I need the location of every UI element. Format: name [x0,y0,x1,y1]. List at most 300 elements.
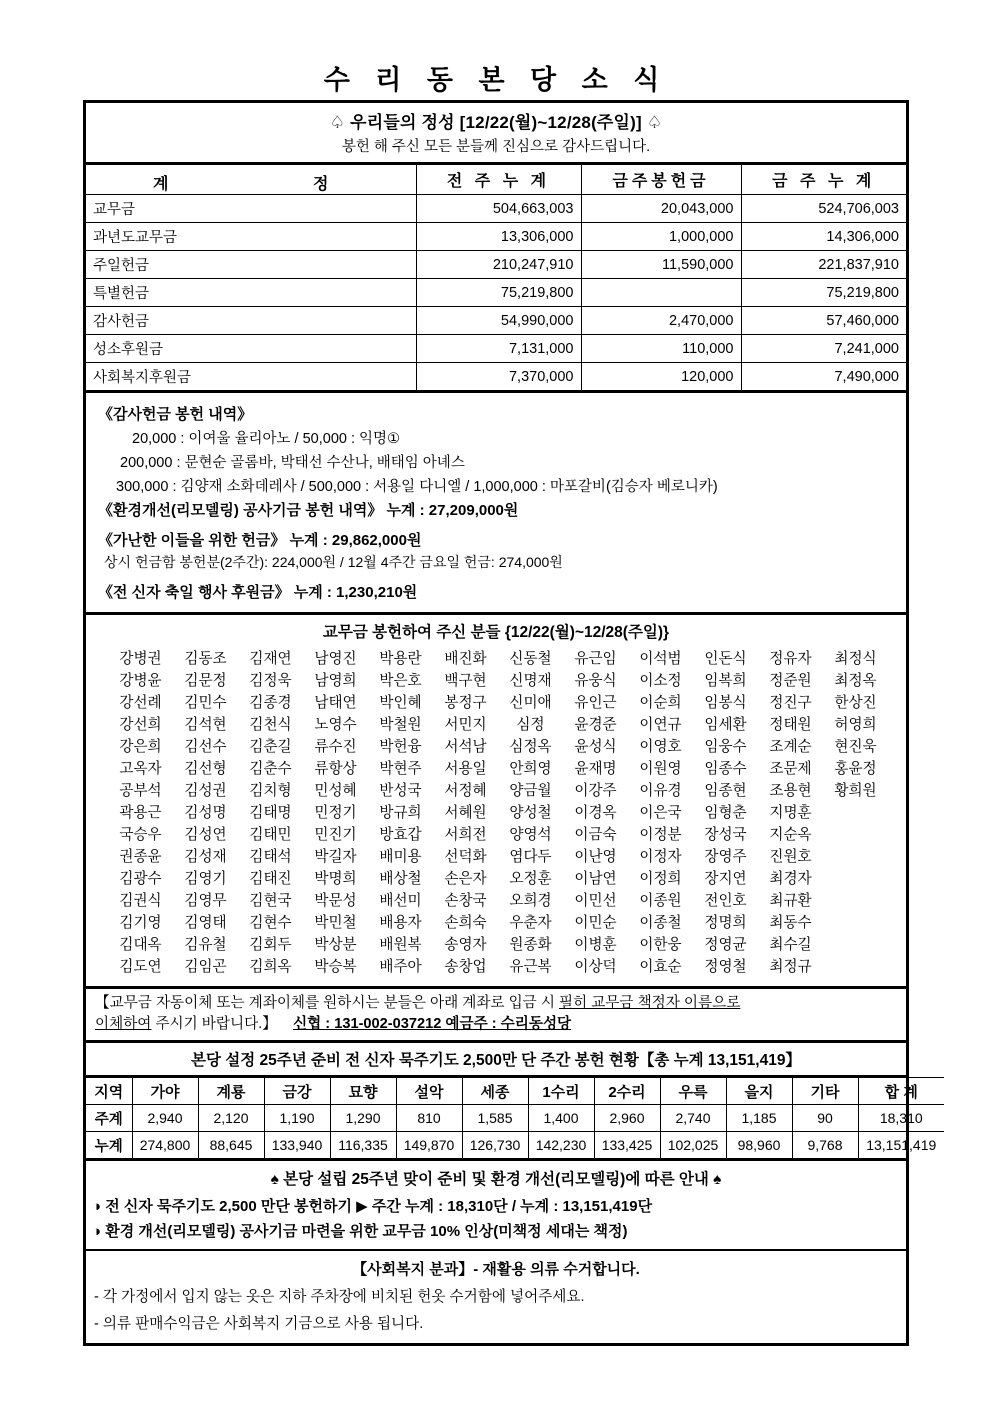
donor-name: 김종경 [249,695,292,711]
thanks-offering-heading: 《감사헌금 봉헌 내역》 [98,406,253,423]
donor-name: 임형춘 [704,805,747,821]
row-label: 주일헌금 [86,251,416,279]
row-label: 특별헌금 [86,279,416,307]
donor-names-heading: 교무금 봉헌하여 주신 분들 {12/22(월)~12/28(주일)} [322,624,670,641]
donor-name: 서희전 [444,827,487,843]
offering-title-band [86,103,906,162]
stats-column-header: 1수리 [528,1078,594,1105]
donor-name: 류항상 [314,761,357,777]
donor-name: 박상분 [314,937,357,953]
table-row [86,223,906,251]
donor-name: 윤재명 [574,761,617,777]
donor-name: 김춘길 [249,739,292,755]
donor-name: 유웅식 [574,673,617,689]
donor-name: 황희원 [834,783,877,799]
donor-name: 강병권 [119,651,162,667]
donor-name: 이정분 [639,827,682,843]
donor-names-section [86,615,906,989]
donor-name: 정유자 [769,651,812,667]
donor-name: 정준원 [769,673,812,689]
cell-total: 7,241,000 [741,335,906,363]
stats-total-cell: 98,960 [726,1132,792,1159]
stats-total-cell: 116,335 [330,1132,396,1159]
donor-name: 안희영 [509,761,552,777]
donor-name: 김재연 [249,651,292,667]
donor-name: 최동수 [769,915,812,931]
donor-name: 심정 [516,717,545,733]
donor-name: 서용일 [444,761,487,777]
donor-name: 노영수 [314,717,357,733]
stats-total-cell: 142,230 [528,1132,594,1159]
donor-name: 류수진 [314,739,357,755]
donor-name: 정영철 [704,959,747,975]
donor-name-empty [823,825,888,846]
donor-name: 조문제 [769,761,812,777]
donor-name: 김영무 [184,893,227,909]
welfare-line: - 의류 판매수익금은 사회복지 기금으로 사용 됩니다. [94,1316,424,1332]
stats-column-header: 가야 [132,1078,198,1105]
donor-name: 심정옥 [509,739,552,755]
donor-name-empty [823,869,888,890]
donor-name: 송영자 [444,937,487,953]
column-header-prev-total: 전 주 누 계 [416,165,581,195]
donor-name: 한상진 [834,695,877,711]
donor-name: 이난영 [574,849,617,865]
stats-week-cell: 2,960 [594,1105,660,1132]
donor-name: 봉정구 [444,695,487,711]
stats-column-header: 지역 [86,1078,132,1105]
donor-name: 조계순 [769,739,812,755]
poor-offering-heading: 《가난한 이들을 위한 헌금》 누계 : 29,862,000원 [98,532,422,549]
donor-name: 선덕화 [444,849,487,865]
donor-name: 이종철 [639,915,682,931]
donor-name: 방효갑 [379,827,422,843]
stats-week-label: 주계 [86,1105,132,1132]
cell-week: 11,590,000 [581,251,741,279]
bullet-moon-icon: ◑ [92,1198,102,1215]
donor-name: 임봉식 [704,695,747,711]
donor-name: 장성국 [704,827,747,843]
donor-name: 박헌융 [379,739,422,755]
donor-name: 양영석 [509,827,552,843]
stats-week-row [86,1105,944,1132]
notice-line [86,1193,906,1218]
donor-name: 정명희 [704,915,747,931]
stats-week-cell: 1,400 [528,1105,594,1132]
stats-total-cell: 102,025 [660,1132,726,1159]
donor-name: 진원호 [769,849,812,865]
donor-name: 최정규 [769,959,812,975]
donor-name: 배선미 [379,893,422,909]
donor-name: 이민순 [574,915,617,931]
donor-name: 최정식 [834,651,877,667]
donor-name: 박인혜 [379,695,422,711]
anniversary-notice-title: ♠ 본당 설립 25주년 맞이 준비 및 환경 개선(리모델링)에 따른 안내 ♠ [270,1171,722,1188]
donor-name: 이소정 [639,673,682,689]
stats-week-cell: 1,185 [726,1105,792,1132]
donor-name: 배주아 [379,959,422,975]
donor-name: 이효순 [639,959,682,975]
stats-column-header: 계룡 [198,1078,264,1105]
donor-name: 김유철 [184,937,227,953]
donor-name: 홍윤정 [834,761,877,777]
feast-fund-heading: 《전 신자 축일 행사 후원금》 누계 : 1,230,210원 [98,584,418,601]
donor-name: 이정자 [639,849,682,865]
page-title: 수 리 동 본 당 소 식 [323,65,669,95]
donor-name: 배진화 [444,651,487,667]
donor-name: 김석현 [184,717,227,733]
donor-name: 임세환 [704,717,747,733]
donor-name: 유인근 [574,695,617,711]
donor-name: 강선희 [119,717,162,733]
donor-name: 서석남 [444,739,487,755]
donor-name: 박현주 [379,761,422,777]
donor-name: 김민수 [184,695,227,711]
table-row [86,251,906,279]
cell-prev: 75,219,800 [416,279,581,307]
donor-name: 현진욱 [834,739,877,755]
donor-name: 최규환 [769,893,812,909]
donor-name-empty [823,891,888,912]
donor-name: 김춘수 [249,761,292,777]
donor-name: 임복희 [704,673,747,689]
row-label: 과년도교무금 [86,223,416,251]
donor-name-empty [823,935,888,956]
account-notice-section [86,989,906,1043]
stats-total-label: 누계 [86,1132,132,1159]
donor-name: 이종원 [639,893,682,909]
donor-name: 김도연 [119,959,162,975]
donor-name: 김광수 [119,871,162,887]
stats-column-header: 세종 [462,1078,528,1105]
donor-name: 신명재 [509,673,552,689]
notice-line [86,1218,906,1243]
column-header-jeong: 정 [313,175,329,193]
donor-name: 이강주 [574,783,617,799]
donor-name: 정진구 [769,695,812,711]
cell-week [581,279,741,307]
table-row [86,335,906,363]
donor-name: 민정기 [314,805,357,821]
donor-name: 허영희 [834,717,877,733]
donor-name: 김정욱 [249,673,292,689]
donor-name: 김임곤 [184,959,227,975]
donor-name: 김영태 [184,915,227,931]
donor-name: 박길자 [314,849,357,865]
donor-name: 김현수 [249,915,292,931]
stats-column-header: 2수리 [594,1078,660,1105]
donor-name: 강은희 [119,739,162,755]
offering-table-body [86,195,906,391]
donor-name: 윤경준 [574,717,617,733]
donor-name: 서정혜 [444,783,487,799]
table-row [86,279,906,307]
cell-prev: 13,306,000 [416,223,581,251]
donor-name: 김동조 [184,651,227,667]
stats-week-cell: 18,310 [858,1105,944,1132]
donor-name: 김태명 [249,805,292,821]
stats-column-header: 기타 [792,1078,858,1105]
remodel-fund-heading: 《환경개선(리모델링) 공사기금 봉헌 내역》 누계 : 27,209,000원 [98,502,519,519]
donor-name: 이원영 [639,761,682,777]
cell-total: 7,490,000 [741,363,906,391]
stats-total-cell: 126,730 [462,1132,528,1159]
donor-name: 김성명 [184,805,227,821]
donor-name: 이유경 [639,783,682,799]
cell-week: 20,043,000 [581,195,741,223]
donor-name: 오희경 [509,893,552,909]
donor-name: 남영희 [314,673,357,689]
donor-name: 양금월 [509,783,552,799]
donor-name: 윤성식 [574,739,617,755]
donor-name: 김선수 [184,739,227,755]
donor-name: 김대옥 [119,937,162,953]
donor-name: 박민철 [314,915,357,931]
donor-name: 임종수 [704,761,747,777]
donor-name: 국승우 [119,827,162,843]
stats-week-cell: 2,740 [660,1105,726,1132]
donor-name: 백구현 [444,673,487,689]
donor-name: 김태석 [249,849,292,865]
donor-name: 신미애 [509,695,552,711]
donor-name: 이연규 [639,717,682,733]
stats-week-cell: 1,585 [462,1105,528,1132]
stats-total-cell: 88,645 [198,1132,264,1159]
cell-total: 524,706,003 [741,195,906,223]
donor-name: 김치형 [249,783,292,799]
donor-name-empty [823,847,888,868]
stats-column-header: 묘향 [330,1078,396,1105]
donor-name: 고옥자 [119,761,162,777]
donor-name: 최수길 [769,937,812,953]
donor-name: 남태연 [314,695,357,711]
donor-name: 김현국 [249,893,292,909]
donor-name: 최경자 [769,871,812,887]
spade-left-icon: ♤ [329,113,346,132]
donor-name: 김회두 [249,937,292,953]
donor-name: 전인호 [704,893,747,909]
table-row [86,363,906,391]
donor-name: 공부석 [119,783,162,799]
stats-total-cell: 149,870 [396,1132,462,1159]
donor-names-grid [86,645,906,986]
donor-name: 배원복 [379,937,422,953]
cell-prev: 7,370,000 [416,363,581,391]
cell-week: 2,470,000 [581,307,741,335]
stats-total-cell: 13,151,419 [858,1132,944,1159]
donor-name: 박철원 [379,717,422,733]
donor-name: 최정옥 [834,673,877,689]
donor-name: 김성권 [184,783,227,799]
rosary-stats-section [86,1043,937,1161]
donor-name: 김태진 [249,871,292,887]
row-label: 감사헌금 [86,307,416,335]
donor-name: 배미용 [379,849,422,865]
stats-total-cell: 133,940 [264,1132,330,1159]
stats-total-row [86,1132,944,1159]
cell-prev: 54,990,000 [416,307,581,335]
donor-name: 김성재 [184,849,227,865]
donor-name: 김기영 [119,915,162,931]
donor-name: 이한웅 [639,937,682,953]
stats-column-header: 합 계 [858,1078,944,1105]
stats-total-cell: 133,425 [594,1132,660,1159]
thanks-line: 200,000 : 문현순 골롬바, 박태선 수산나, 배태임 아녜스 [120,455,465,471]
donor-name: 김태민 [249,827,292,843]
donor-name: 이영호 [639,739,682,755]
donor-name: 장지연 [704,871,747,887]
spade-right-icon: ♤ [646,113,663,132]
donor-name-empty [823,913,888,934]
cell-week: 120,000 [581,363,741,391]
donor-name: 곽용근 [119,805,162,821]
donor-name: 권종윤 [119,849,162,865]
column-header-name [86,165,416,195]
offering-header-section [86,103,906,165]
donor-name: 배용자 [379,915,422,931]
stats-week-cell: 90 [792,1105,858,1132]
donor-name: 반성국 [379,783,422,799]
account-notice-text-1: 【교무금 자동이체 또는 계좌이체를 원하시는 분들은 아래 계좌로 입금 시 [95,995,559,1011]
cell-week: 110,000 [581,335,741,363]
donor-name: 이석범 [639,651,682,667]
thanks-line: 20,000 : 이여울 율리아노 / 50,000 : 익명① [132,431,401,447]
stats-header-row [86,1078,944,1105]
donor-name: 이정희 [639,871,682,887]
cell-total: 75,219,800 [741,279,906,307]
account-notice-text-2: 주시기 바랍니다.】 [151,1016,277,1032]
offering-table-section [86,165,906,393]
thanks-line: 300,000 : 김양재 소화데레사 / 500,000 : 서용일 다니엘 / 1,000,000 : 마포갈비(김승자 베로니카) [116,479,718,495]
donor-name: 이은국 [639,805,682,821]
welfare-notice-block [86,1249,906,1343]
bullet-moon-icon: ◑ [92,1223,102,1240]
donor-name: 우춘자 [509,915,552,931]
donor-name: 김권식 [119,893,162,909]
donor-name: 김영기 [184,871,227,887]
donor-name: 박은호 [379,673,422,689]
notice-line-text: 전 신자 묵주기도 2,500 만단 봉헌하기 ▶ 주간 누계 : 18,310단 / 누계 : 13,151,419단 [105,1198,653,1215]
column-header-week-offering: 금주봉헌금 [581,165,741,195]
rosary-stats-title: 본당 설정 25주년 준비 전 신자 묵주기도 2,500만 단 주간 봉헌 현황【총 누계 13,151,419】 [86,1043,906,1077]
donor-name: 배상철 [379,871,422,887]
donor-name: 인돈식 [704,651,747,667]
donor-name: 유근복 [509,959,552,975]
donor-name: 이순희 [639,695,682,711]
anniversary-notice-block [86,1161,906,1249]
row-label: 사회복지후원금 [86,363,416,391]
row-label: 성소후원금 [86,335,416,363]
cell-prev: 504,663,003 [416,195,581,223]
donor-name: 손창국 [444,893,487,909]
cell-total: 221,837,910 [741,251,906,279]
account-notice-underline-2: 이체하여 [95,1016,152,1032]
donor-name: 민성혜 [314,783,357,799]
stats-column-header: 우륵 [660,1078,726,1105]
donor-name: 박명희 [314,871,357,887]
announcements-section [86,1161,906,1343]
poor-offering-detail: 상시 헌금함 봉헌분(2주간): 224,000원 / 12월 4주간 금요일 헌금: 274,000원 [104,554,563,570]
donor-name: 이남연 [574,871,617,887]
donor-name: 임종현 [704,783,747,799]
donor-name: 염다두 [509,849,552,865]
table-row [86,195,906,223]
welfare-notice-title: 【사회복지 분과】- 재활용 의류 수거합니다. [352,1261,640,1278]
donor-name: 손은자 [444,871,487,887]
row-label: 교무금 [86,195,416,223]
donor-name: 원종화 [509,937,552,953]
welfare-line: - 각 가정에서 입지 않는 옷은 지하 주차장에 비치된 헌옷 수거함에 넣어주세요. [94,1289,585,1305]
stats-column-header: 설악 [396,1078,462,1105]
stats-total-cell: 9,768 [792,1132,858,1159]
notice-line-text: 환경 개선(리모델링) 공사기금 마련을 위한 교무금 10% 인상(미책정 세대는 책정) [105,1223,628,1240]
donor-name: 이상덕 [574,959,617,975]
bulletin-frame [83,100,937,1346]
donor-name: 송창업 [444,959,487,975]
offering-title-text: 우리들의 정성 [12/22(월)~12/28(주일)] [350,113,642,132]
donor-name: 서혜원 [444,805,487,821]
donor-name: 김희옥 [249,959,292,975]
donor-name: 유근임 [574,651,617,667]
offering-subtitle: 봉헌 해 주신 모든 분들께 진심으로 감사드립니다. [341,139,651,155]
offering-table-header-row [86,165,906,195]
cell-total: 14,306,000 [741,223,906,251]
donor-name: 강병윤 [119,673,162,689]
donor-name: 조용현 [769,783,812,799]
stats-week-cell: 810 [396,1105,462,1132]
donor-name: 장영주 [704,849,747,865]
account-notice-underline-1: 필히 교무금 책정자 이름으로 [558,995,741,1011]
donor-name: 남영진 [314,651,357,667]
offering-title-line [86,108,906,133]
donor-name: 신동철 [509,651,552,667]
donor-name: 박문성 [314,893,357,909]
donor-name: 서민지 [444,717,487,733]
column-header-week-total: 금 주 누 계 [741,165,906,195]
donor-name: 임웅수 [704,739,747,755]
cell-prev: 210,247,910 [416,251,581,279]
bank-account-info: 신협 : 131-002-037212 예금주 : 수리동성당 [293,1016,572,1032]
donor-name: 박용란 [379,651,422,667]
donor-name: 양성철 [509,805,552,821]
column-header-gye: 계 [153,175,169,193]
donor-name: 이민선 [574,893,617,909]
donor-name: 이병훈 [574,937,617,953]
donor-name: 지명훈 [769,805,812,821]
stats-total-cell: 274,800 [132,1132,198,1159]
stats-week-cell: 1,190 [264,1105,330,1132]
stats-column-header: 금강 [264,1078,330,1105]
table-row [86,307,906,335]
donor-name: 김문정 [184,673,227,689]
donor-name-empty [823,957,888,978]
offering-details-section [86,393,906,615]
donor-name: 정영균 [704,937,747,953]
donor-name: 박승복 [314,959,357,975]
stats-column-header: 을지 [726,1078,792,1105]
rosary-stats-table [86,1077,944,1158]
donor-name-empty [823,803,888,824]
cell-week: 1,000,000 [581,223,741,251]
donor-name: 지순옥 [769,827,812,843]
stats-week-cell: 1,290 [330,1105,396,1132]
donor-name: 오정훈 [509,871,552,887]
donor-name: 방규희 [379,805,422,821]
stats-week-cell: 2,120 [198,1105,264,1132]
offering-table [86,165,906,390]
donor-name: 김천식 [249,717,292,733]
donor-name: 김선형 [184,761,227,777]
